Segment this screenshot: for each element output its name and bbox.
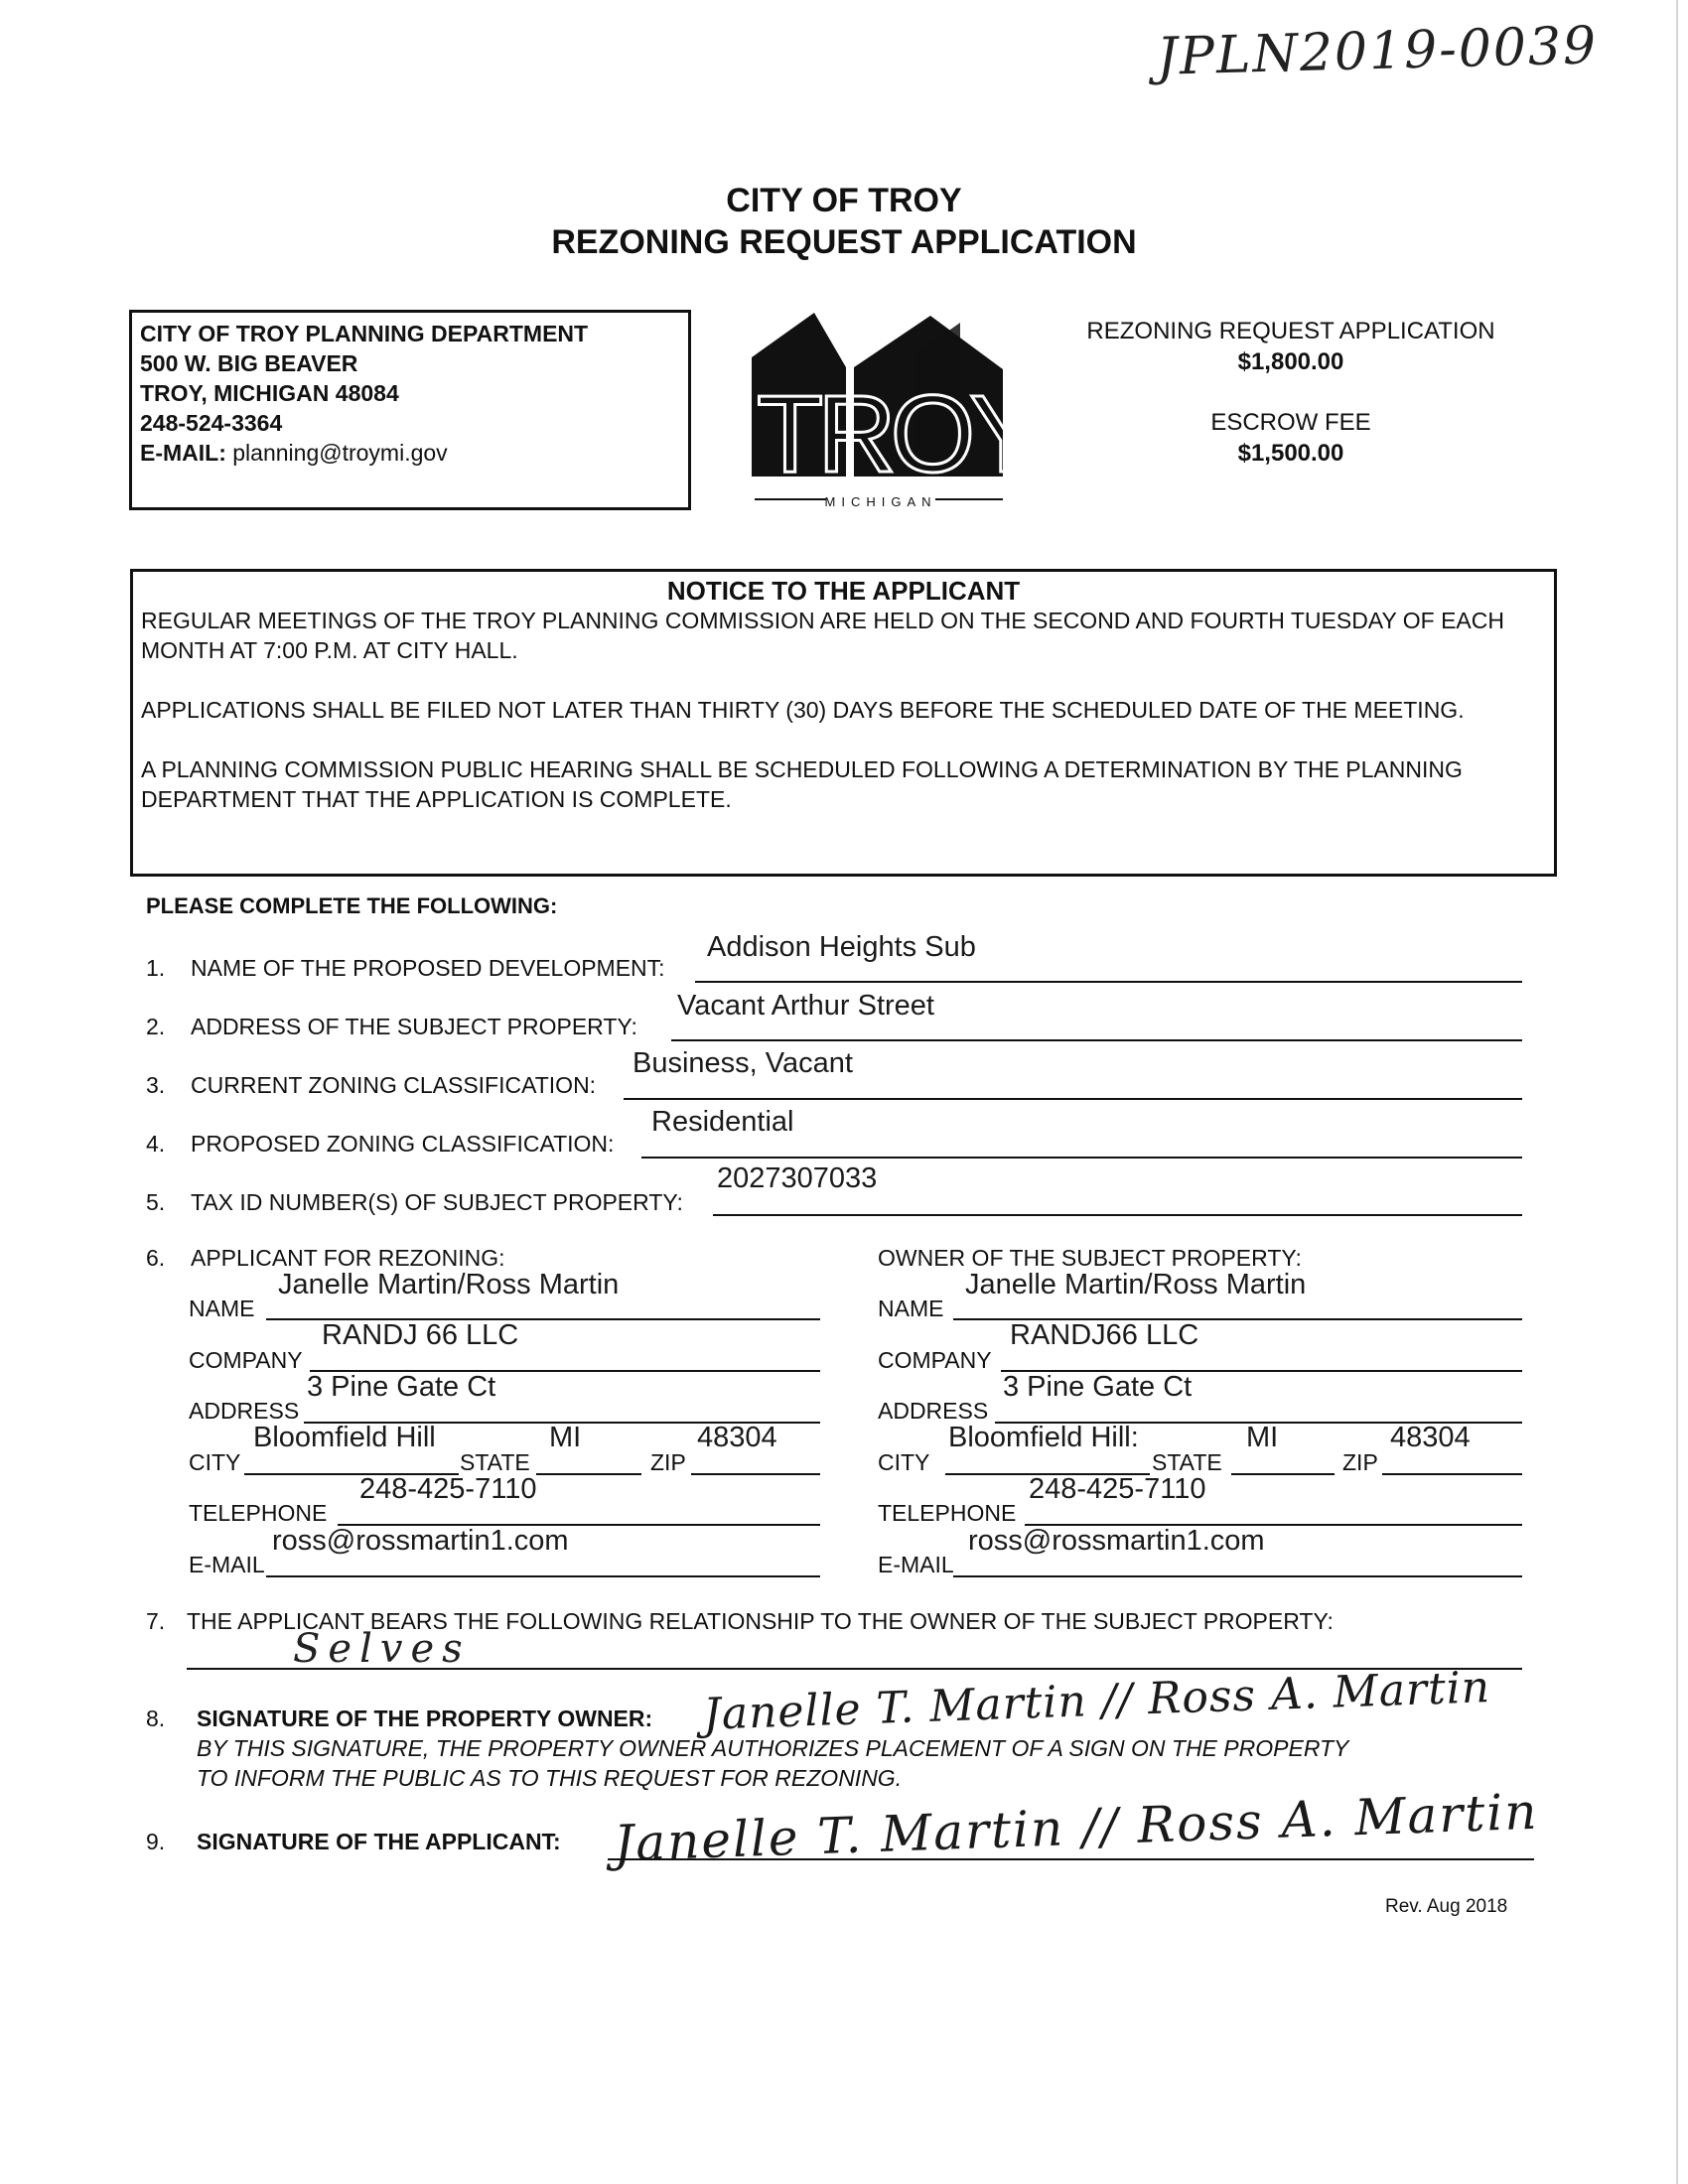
applicant-signature[interactable]: Janelle T. Martin // Ross A. Martin [613,1782,1540,1873]
page-title-city: CITY OF TROY [726,182,962,219]
item-label: TAX ID NUMBER(S) OF SUBJECT PROPERTY: [191,1189,683,1215]
owner-state-label: STATE [1152,1449,1222,1475]
logo-word: TROY [757,373,1037,495]
applicant-telephone-field[interactable]: 248-425-7110 [359,1473,537,1505]
item-6-number: 6. [146,1245,166,1271]
application-fee-amount: $1,800.00 [1237,348,1344,375]
escrow-fee-amount: $1,500.00 [1237,440,1344,467]
owner-address-label: ADDRESS [878,1398,989,1424]
item-label: CURRENT ZONING CLASSIFICATION: [191,1072,597,1098]
applicant-telephone-label: TELEPHONE [189,1500,328,1526]
applicant-signature-label: SIGNATURE OF THE APPLICANT: [197,1829,561,1854]
owner-state-field[interactable]: MI [1246,1422,1279,1453]
applicant-state-label: STATE [460,1449,530,1475]
relationship-field[interactable]: Selves [293,1626,471,1672]
department-name: CITY OF TROY PLANNING DEPARTMENT [140,321,589,346]
owner-zip-field[interactable]: 48304 [1390,1422,1471,1453]
current-zoning-field[interactable]: Business, Vacant [633,1047,853,1079]
department-city: TROY, MICHIGAN 48084 [140,380,399,406]
applicant-city-field[interactable]: Bloomfield Hill [253,1422,436,1453]
department-email-label: E-MAIL: [140,440,226,466]
applicant-address-field[interactable]: 3 Pine Gate Ct [307,1371,496,1403]
owner-signature-label: SIGNATURE OF THE PROPERTY OWNER: [197,1706,653,1731]
applicant-zip-label: ZIP [650,1449,686,1475]
scan-edge [1676,0,1678,2184]
application-fee-label: REZONING REQUEST APPLICATION [1086,318,1495,344]
notice-paragraph-deadline: APPLICATIONS SHALL BE FILED NOT LATER THAN THIRTY (30) DAYS BEFORE THE SCHEDULED DATE OF THE MEETING. [141,697,1465,723]
applicant-address-label: ADDRESS [189,1398,300,1424]
owner-heading: OWNER OF THE SUBJECT PROPERTY: [878,1245,1302,1271]
item-label: ADDRESS OF THE SUBJECT PROPERTY: [191,1014,637,1039]
owner-telephone-field[interactable]: 248-425-7110 [1029,1473,1206,1505]
owner-address-field[interactable]: 3 Pine Gate Ct [1003,1371,1193,1403]
notice-box [130,569,1557,877]
escrow-fee-label: ESCROW FEE [1210,409,1371,436]
proposed-zoning-field[interactable]: Residential [651,1106,794,1138]
applicant-heading: APPLICANT FOR REZONING: [191,1245,505,1271]
applicant-name-label: NAME [189,1296,255,1321]
applicant-city-label: CITY [189,1449,241,1475]
applicant-zip-field[interactable]: 48304 [697,1422,777,1453]
applicant-email-label: E-MAIL [189,1552,265,1577]
department-street: 500 W. BIG BEAVER [140,350,358,376]
development-name-field[interactable]: Addison Heights Sub [707,931,976,963]
department-contact-box [129,310,691,510]
case-number: JPLN2019-0039 [1156,16,1599,87]
applicant-email-field[interactable]: ross@rossmartin1.com [272,1525,569,1557]
notice-paragraph-hearing: A PLANNING COMMISSION PUBLIC HEARING SHALL BE SCHEDULED FOLLOWING A DETERMINATION BY THE PLANNING DEPARTMENT THAT THE APPLICATION IS COMPLETE. [141,756,1463,812]
item-label: NAME OF THE PROPOSED DEVELOPMENT: [191,955,665,981]
owner-name-label: NAME [878,1296,944,1321]
page-title-form: REZONING REQUEST APPLICATION [551,223,1137,261]
owner-signature-note-2: TO INFORM THE PUBLIC AS TO THIS REQUEST FOR REZONING. [197,1765,903,1791]
tax-id-field[interactable]: 2027307033 [717,1162,878,1194]
notice-title: NOTICE TO THE APPLICANT [666,576,1021,606]
applicant-company-field[interactable]: RANDJ 66 LLC [322,1319,519,1351]
owner-signature-note-1: BY THIS SIGNATURE, THE PROPERTY OWNER AUTHORIZES PLACEMENT OF A SIGN ON THE PROPERTY [197,1735,1349,1761]
owner-telephone-label: TELEPHONE [878,1500,1017,1526]
relationship-label: THE APPLICANT BEARS THE FOLLOWING RELATIONSHIP TO THE OWNER OF THE SUBJECT PROPERTY: [187,1608,1334,1634]
applicant-name-field[interactable]: Janelle Martin/Ross Martin [278,1269,620,1300]
owner-city-label: CITY [878,1449,930,1475]
form-heading: PLEASE COMPLETE THE FOLLOWING: [146,893,558,918]
owner-company-label: COMPANY [878,1347,992,1373]
property-address-field[interactable]: Vacant Arthur Street [677,990,934,1022]
department-phone: 248-524-3364 [140,410,283,436]
troy-logo-icon [747,308,1045,516]
owner-signature[interactable]: Janelle T. Martin // Ross A. Martin [702,1662,1491,1740]
owner-city-field[interactable]: Bloomfield Hill: [948,1422,1139,1453]
item-label: PROPOSED ZONING CLASSIFICATION: [191,1131,615,1157]
applicant-company-label: COMPANY [189,1347,303,1373]
department-email: planning@troymi.gov [232,440,448,466]
owner-company-field[interactable]: RANDJ66 LLC [1010,1319,1199,1351]
department-email-row [140,438,680,468]
revision-label: Rev. Aug 2018 [1385,1896,1508,1917]
logo-sub: MICHIGAN [824,494,937,509]
notice-paragraph-meetings: REGULAR MEETINGS OF THE TROY PLANNING COMMISSION ARE HELD ON THE SECOND AND FOURTH TUESDAY OF EACH MONTH AT 7:00 P.M. AT CITY HALL. [141,608,1504,663]
owner-email-field[interactable]: ross@rossmartin1.com [968,1525,1265,1557]
applicant-state-field[interactable]: MI [549,1422,582,1453]
owner-name-field[interactable]: Janelle Martin/Ross Martin [965,1269,1307,1300]
owner-email-label: E-MAIL [878,1552,954,1577]
owner-zip-label: ZIP [1342,1449,1378,1475]
